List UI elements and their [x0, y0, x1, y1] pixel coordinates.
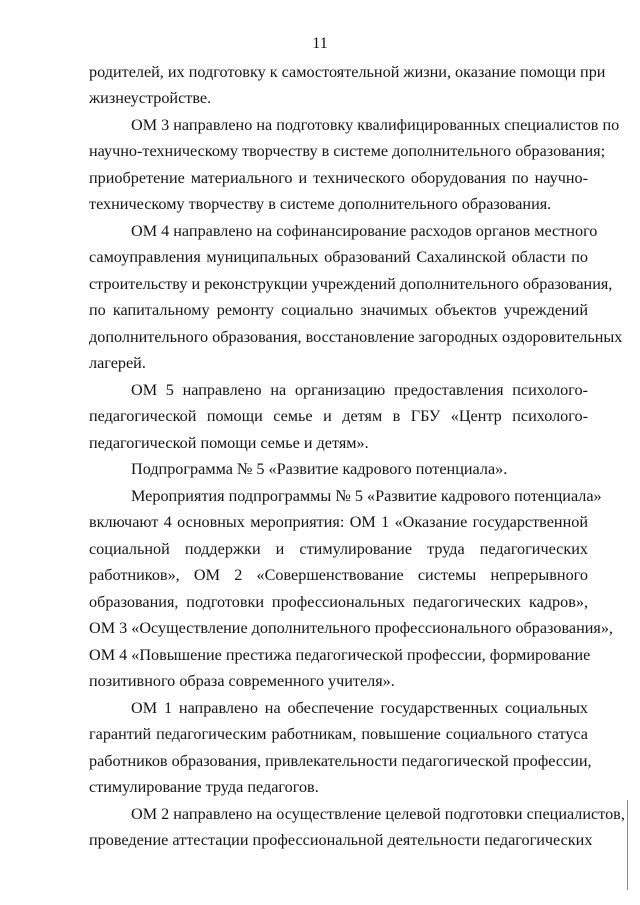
- text-line: включают 4 основных мероприятия: ОМ 1 «Оказание государственной: [89, 513, 588, 531]
- text-line: работников образования, привлекательности педагогической профессии,: [89, 752, 592, 770]
- text-line: ОМ 4 «Повышение престижа педагогической профессии, формирование: [89, 646, 591, 664]
- text-line: проведение аттестации профессиональной деятельности педагогических: [89, 831, 593, 849]
- text-line: работников», ОМ 2 «Совершенствование системы непрерывного: [89, 566, 588, 584]
- text-line: ОМ 3 «Осуществление дополнительного профессионального образования»,: [89, 619, 613, 637]
- text-line: ОМ 1 направлено на обеспечение государственных социальных: [131, 699, 588, 717]
- text-line: позитивного образа современного учителя».: [89, 672, 395, 690]
- text-line: строительству и реконструкции учреждений дополнительного образования,: [89, 275, 613, 293]
- text-line: педагогической помощи семье и детям».: [89, 434, 369, 452]
- text-line: ОМ 4 направлено на софинансирование расходов органов местного: [131, 222, 598, 240]
- text-line: гарантий педагогическим работникам, повышение социального статуса: [89, 725, 588, 743]
- text-line: научно-техническому творчеству в системе дополнительного образования;: [89, 142, 606, 160]
- text-line: самоуправления муниципальных образований Сахалинской области по: [89, 248, 588, 266]
- text-line: родителей, их подготовку к самостоятельной жизни, оказание помощи при: [89, 63, 606, 81]
- text-line: ОМ 2 направлено на осуществление целевой подготовки специалистов,: [131, 805, 625, 823]
- text-line: Мероприятия подпрограммы № 5 «Развитие кадрового потенциала»: [131, 487, 602, 505]
- text-line: педагогической помощи семье и детям в ГБУ «Центр психолого-: [89, 407, 588, 425]
- subprogram-heading: Подпрограмма № 5 «Развитие кадрового потенциала».: [131, 460, 508, 478]
- text-line: стимулирование труда педагогов.: [89, 778, 319, 796]
- text-line: жизнеустройстве.: [89, 89, 212, 107]
- text-line: ОМ 3 направлено на подготовку квалифицированных специалистов по: [131, 116, 620, 134]
- text-line: образования, подготовки профессиональных педагогических кадров»,: [89, 593, 588, 611]
- text-line: техническому творчеству в системе дополнительного образования.: [89, 195, 552, 213]
- page-number: 11: [312, 35, 328, 52]
- text-line: лагерей.: [89, 354, 146, 372]
- text-line: социальной поддержки и стимулирование труда педагогических: [89, 540, 588, 558]
- text-line: по капитальному ремонту социально значимых объектов учреждений: [89, 301, 588, 319]
- text-line: приобретение материального и технического оборудования по научно-: [89, 169, 588, 187]
- text-line: дополнительного образования, восстановление загородных оздоровительных: [89, 328, 623, 346]
- scan-edge-line: [627, 800, 628, 890]
- text-line: ОМ 5 направлено на организацию предоставления психолого-: [131, 381, 588, 399]
